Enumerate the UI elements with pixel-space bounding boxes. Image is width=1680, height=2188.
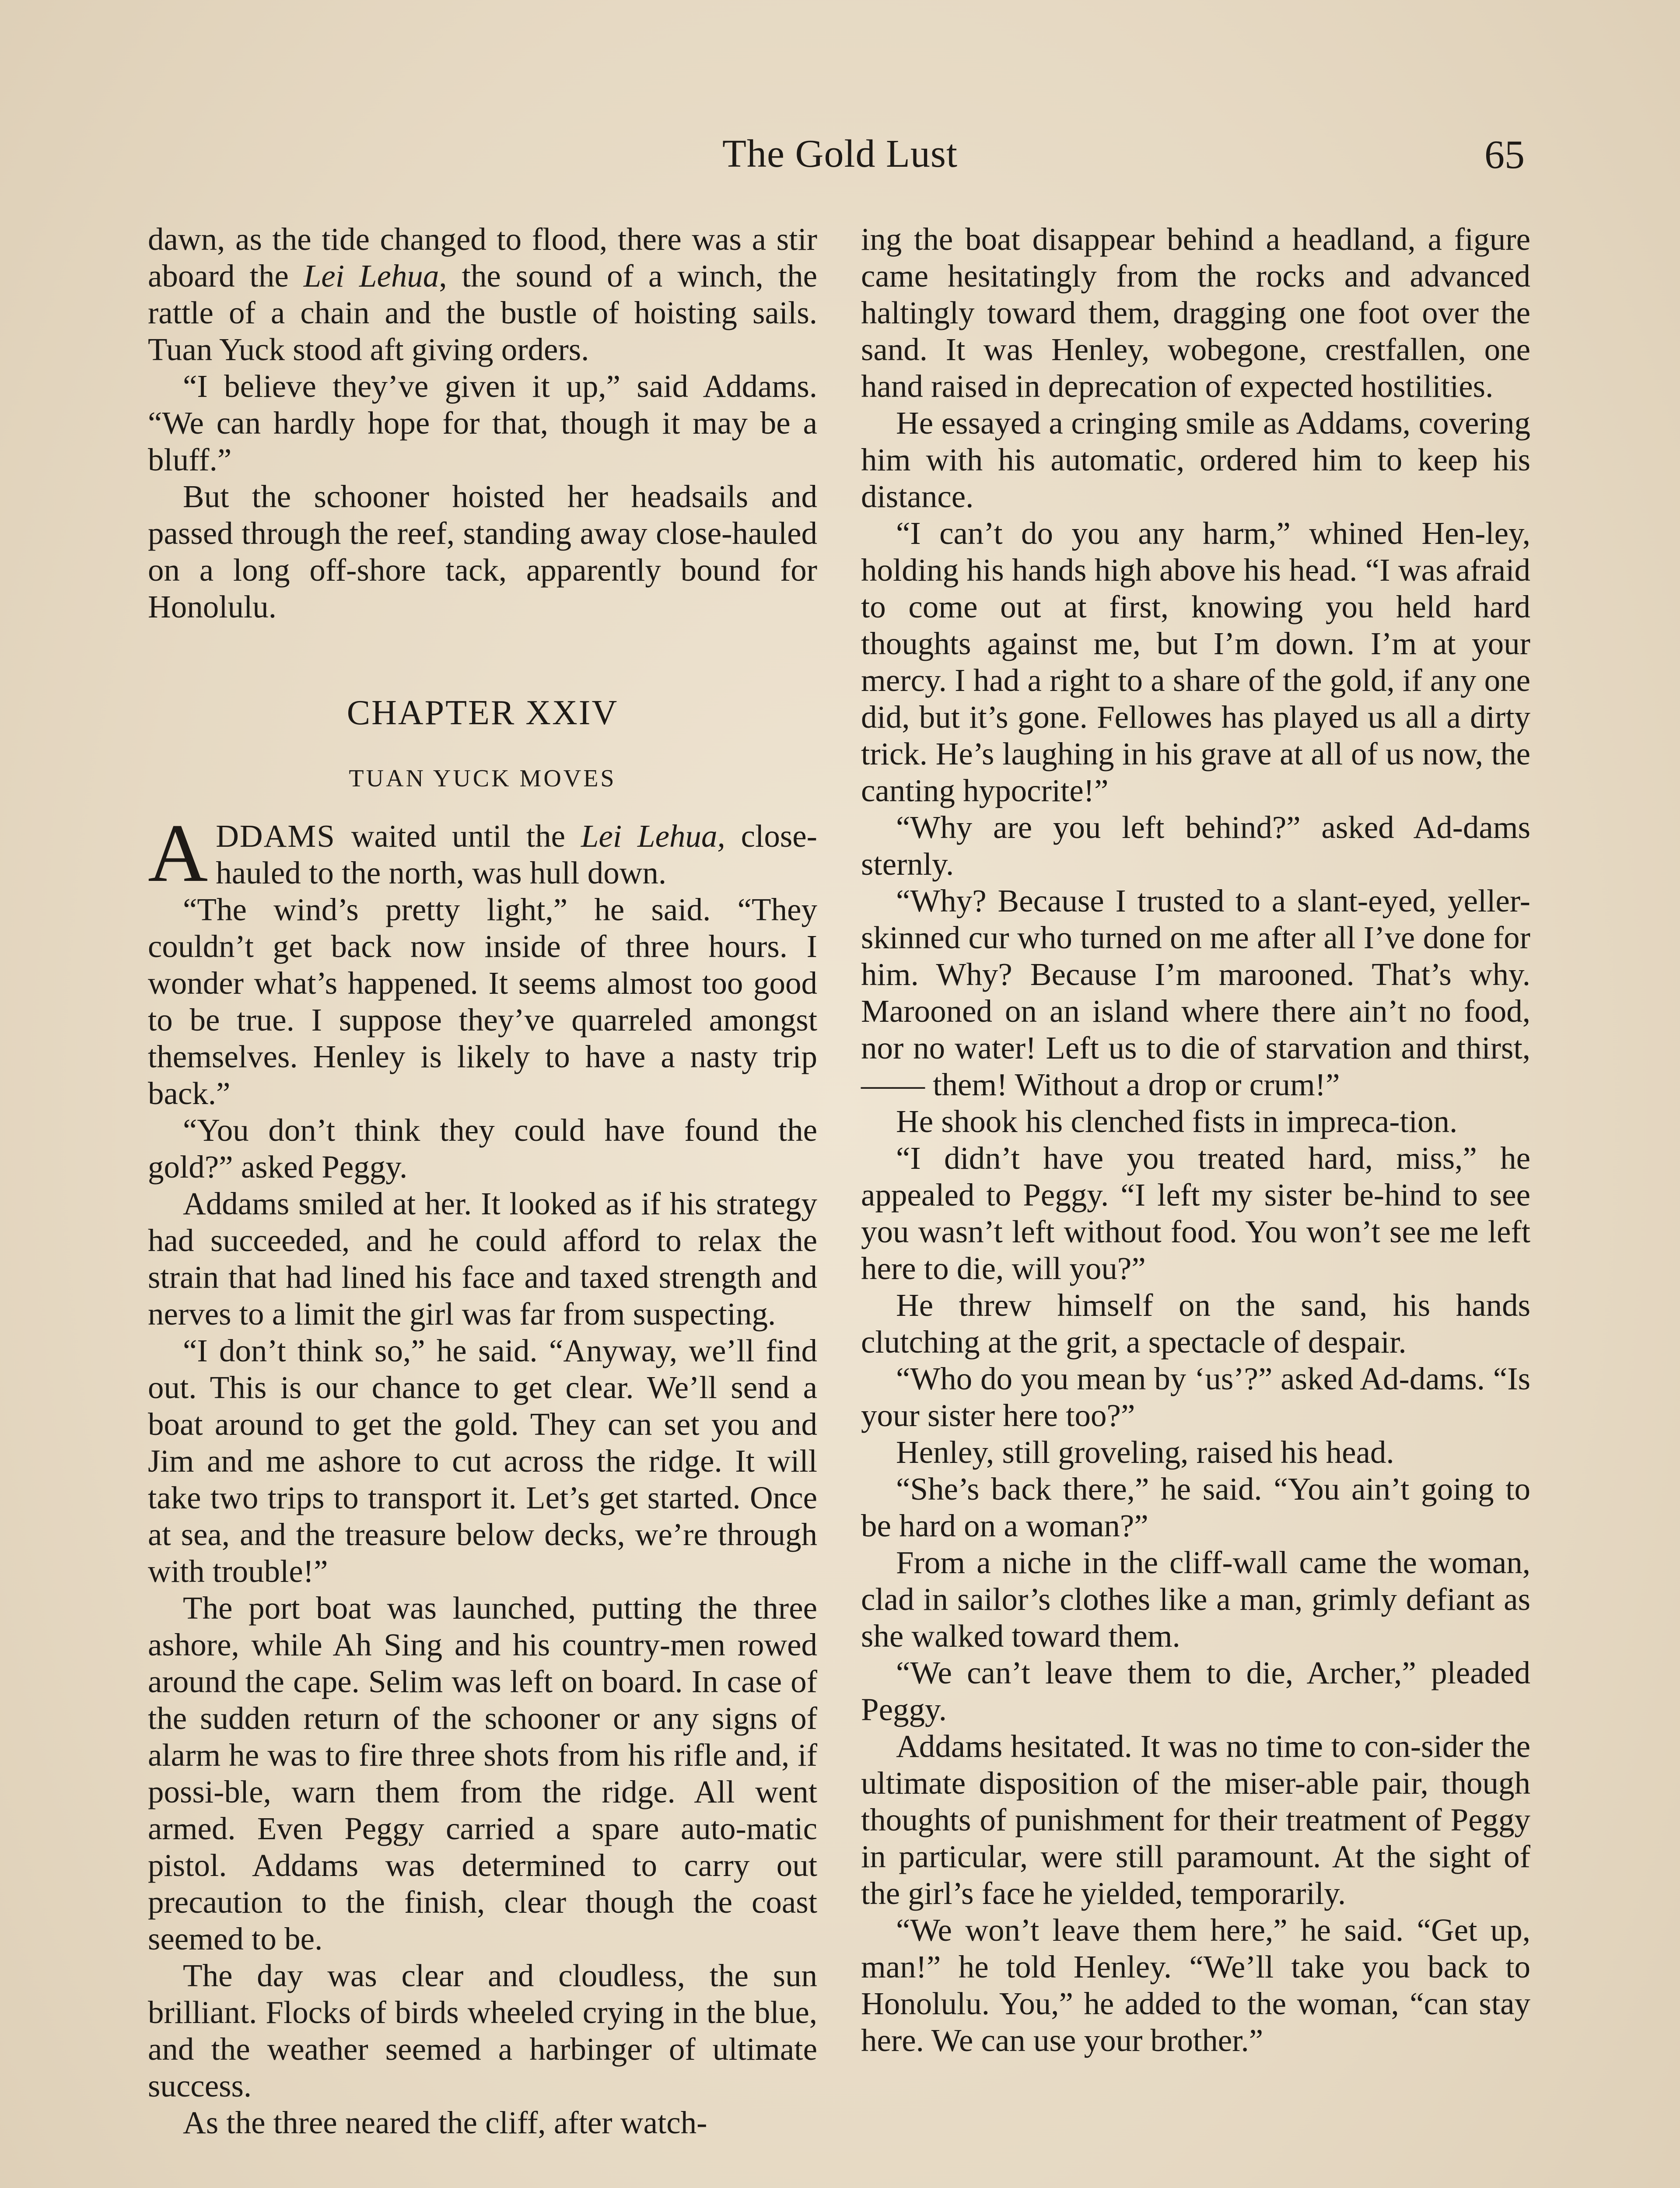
paragraph-text: close-hauled to the north, was hull down.	[216, 818, 817, 891]
paragraph: The port boat was launched, putting the three ashore, while Ah Sing and his country-men rowed around the cape. Selim was left on board. In case of the sudden return of the schooner or any signs of alarm he was to fire three shots from his rifle and, if possi-ble, warn them from the ridge. All went armed. Even Peggy carried a spare auto-matic pistol. Addams was determined to carry out precaution to the finish, clear though the coast seemed to be.	[148, 1590, 817, 1957]
ship-name: Lei Lehua,	[581, 818, 725, 854]
chapter-subtitle: TUAN YUCK MOVES	[349, 765, 616, 792]
paragraph: “She’s back there,” he said. “You ain’t going to be hard on a woman?”	[861, 1471, 1530, 1543]
paragraph: ing the boat disappear behind a headland, a figure came hesitatingly from the rocks and advanced haltingly toward them, dragging one foot over the sand. It was Henley, wobegone, crestfallen, one hand raised in deprecation of expected hostilities.	[861, 221, 1530, 404]
drop-cap: A	[148, 807, 208, 899]
chapter-heading: CHAPTER XXIV	[346, 694, 619, 732]
paragraph	[148, 221, 817, 368]
paragraph: But the schooner hoisted her headsails and passed through the reef, standing away close-hauled on a long off-shore tack, apparently bound for Honolulu.	[148, 479, 817, 624]
paragraph-text: dawn, as the tide changed to flood, there was a stir aboard the	[148, 221, 817, 294]
chapter-opening-paragraph	[148, 807, 817, 899]
ship-name: Lei Lehua	[303, 258, 439, 294]
paragraph: “I didn’t have you treated hard, miss,” he appealed to Peggy. “I left my sister be-hind to see you wasn’t left without food. You won’t see me left here to die, will you?”	[861, 1140, 1530, 1286]
right-column	[861, 221, 1530, 2059]
paragraph: “The wind’s pretty light,” he said. “They couldn’t get back now inside of three hours. I wonder what’s happened. It seems almost too good to be true. I suppose they’ve quarreled amongst themselves. Henley is likely to have a nasty trip back.”	[148, 892, 817, 1111]
paragraph: Addams hesitated. It was no time to con-sider the ultimate disposition of the miser-able pair, though thoughts of punishment for their treatment of Peggy in particular, were still paramount. At the sight of the girl’s face he yielded, temporarily.	[861, 1729, 1530, 1911]
paragraph: “Why are you left behind?” asked Ad-dams sternly.	[861, 810, 1530, 882]
paragraph: “We won’t leave them here,” he said. “Get up, man!” he told Henley. “We’ll take you back to Honolulu. You,” he added to the woman, “can stay here. We can use your brother.”	[861, 1912, 1530, 2058]
paragraph: “Who do you mean by ‘us’?” asked Ad-dams. “Is your sister here too?”	[861, 1361, 1530, 1433]
first-word: DDAMS	[216, 818, 336, 854]
paragraph: He essayed a cringing smile as Addams, covering him with his automatic, ordered him to keep his distance.	[861, 405, 1530, 514]
paragraph: The day was clear and cloudless, the sun brilliant. Flocks of birds wheeled crying in the blue, and the weather seemed a harbinger of ultimate success.	[148, 1958, 817, 2104]
running-head	[0, 131, 1680, 184]
paragraph: He shook his clenched fists in impreca-tion.	[896, 1104, 1458, 1139]
paragraph: “We can’t leave them to die, Archer,” pleaded Peggy.	[861, 1655, 1530, 1727]
paragraph: “I don’t think so,” he said. “Anyway, we’ll find out. This is our chance to get clear. We’ll send a boat around to get the gold. They can set you and Jim and me ashore to cut across the ridge. It will take two trips to transport it. Let’s get started. Once at sea, and the treasure below decks, we’re through with trouble!”	[148, 1333, 817, 1589]
running-title: The Gold Lust	[722, 132, 958, 175]
paragraph: Addams smiled at her. It looked as if his strategy had succeeded, and he could afford to relax the strain that had lined his face and taxed strength and nerves to a limit the girl was far from suspecting.	[148, 1186, 817, 1332]
paragraph: “You don’t think they could have found the gold?” asked Peggy.	[148, 1112, 817, 1185]
paragraph: As the three neared the cliff, after watch-	[183, 2105, 707, 2140]
paragraph: “I believe they’ve given it up,” said Addams. “We can hardly hope for that, though it may be a bluff.”	[148, 368, 817, 477]
paragraph-text: , the sound of a winch, the rattle of a chain and the bustle of hoisting sails. Tuan Yuck stood aft giving orders.	[148, 258, 817, 367]
paragraph: “I can’t do you any harm,” whined Hen-ley, holding his hands high above his head. “I was afraid to come out at first, knowing you held hard thoughts against me, but I’m down. I’m at your mercy. I had a right to a share of the gold, if any one did, but it’s gone. Fellowes has played us all a dirty trick. He’s laughing in his grave at all of us now, the canting hypocrite!”	[861, 515, 1530, 808]
paragraph-text: waited until the	[335, 818, 581, 854]
paragraph: “Why? Because I trusted to a slant-eyed, yeller-skinned cur who turned on me after all I’ve done for him. Why? Because I’m marooned. That’s why. Marooned on an island where there ain’t no food, nor no water! Left us to die of starvation and thirst, —— them! Without a drop or crum!”	[861, 883, 1530, 1102]
paragraph: From a niche in the cliff-wall came the woman, clad in sailor’s clothes like a man, grimly defiant as she walked toward them.	[861, 1545, 1530, 1654]
page-number: 65	[1484, 132, 1525, 177]
left-column	[148, 221, 817, 2141]
paragraph: He threw himself on the sand, his hands clutching at the grit, a spectacle of despair.	[861, 1287, 1530, 1360]
paragraph: Henley, still groveling, raised his head.	[896, 1434, 1394, 1470]
